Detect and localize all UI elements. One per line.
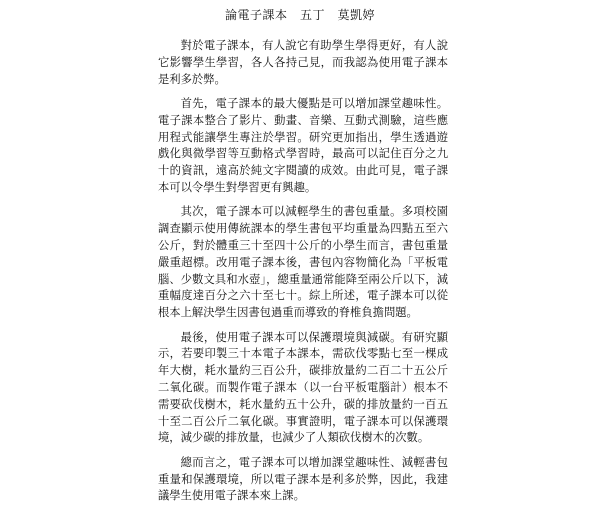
paragraph-environment: 最後，使用電子課本可以保護環境與減碳。有研究顯示，若要印製三十本電子本課本，需砍伐零點七至一棵成年大樹，耗水量約三百公升，碳排放量約二百二十五公斤二氧化碳。而製作電子課本（以一台平板電腦計）根本不需要砍伐樹木，耗水量約五十公升，碳的排放量約一百五十至二百公斤二氧化碳。事實證明，電子課本可以保護環境，減少碳的排放量，也減少了人類砍伐樹木的次數。 xyxy=(158,330,448,445)
paragraph-interest: 首先，電子課本的最大優點是可以增加課堂趣味性。電子課本整合了影片、動畫、音樂、互動式測驗，這些應用程式能讓學生專注於學習。研究更加指出，學生透過遊戲化與微學習等互動格式學習時，最高可以記住百分之九十的資訊，遠高於純文字閱讀的成效。由此可見，電子課本可以令學生對學習更有興趣。 xyxy=(158,96,448,194)
paragraph-bag-weight: 其次，電子課本可以減輕學生的書包重量。多項校園調查顯示使用傳統課本的學生書包平均重量為四點五至六公斤，對於體重三十至四十公斤的小學生而言，書包重量嚴重超標。改用電子課本後，書包內容物簡化為「平板電腦、少數文具和水壺」，總重量通常能降至兩公斤以下，減重幅度達百分之六十至七十。綜上所述，電子課本可以從根本上解決學生因書包過重而導致的脊椎負擔問題。 xyxy=(158,205,448,320)
paragraph-intro: 對於電子課本，有人說它有助學生學得更好，有人說它影響學生學習，各人各持己見，而我認為使用電子課本是利多於弊。 xyxy=(158,39,448,86)
essay-body xyxy=(158,38,448,505)
document-title: 論電子課本 五丁 莫凱婷 xyxy=(224,8,375,22)
paragraph-conclusion: 總而言之，電子課本可以增加課堂趣味性、減輕書包重量和保護環境，所以電子課本是利多於弊，因此，我建議學生使用電子課本來上課。 xyxy=(158,455,448,503)
